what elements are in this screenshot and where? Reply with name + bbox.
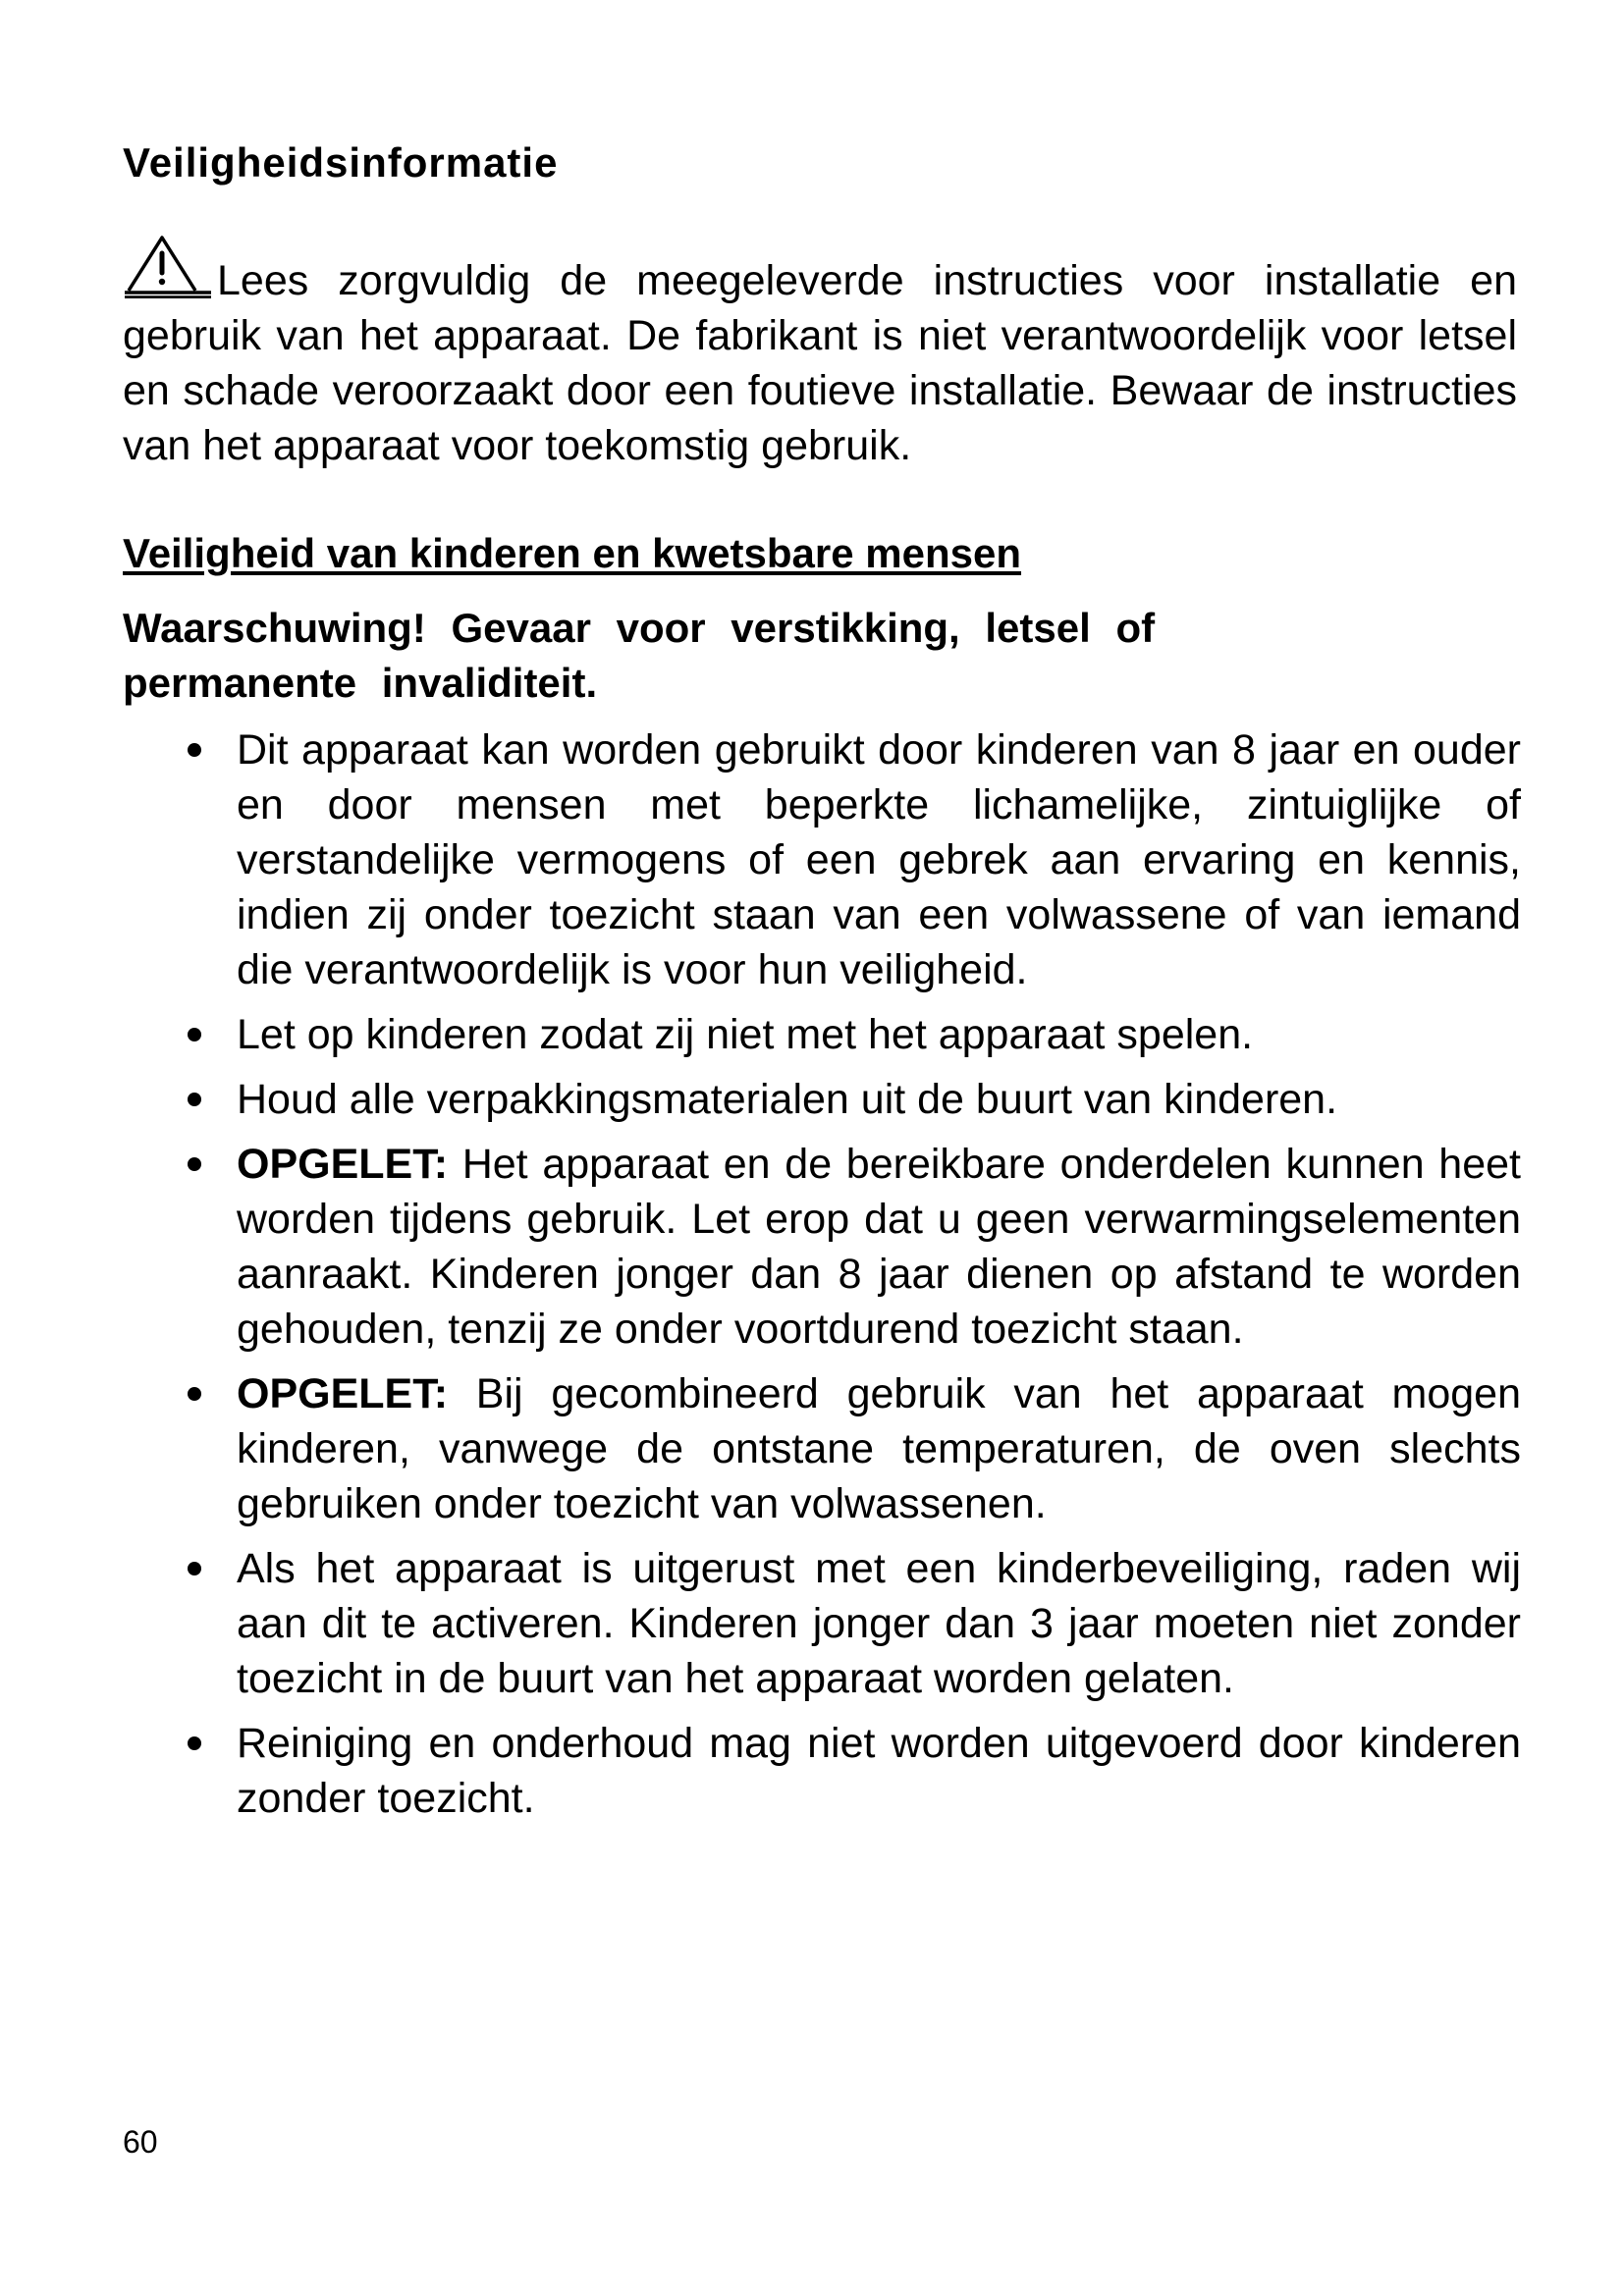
bullet-icon <box>188 1562 201 1575</box>
bullet-icon <box>188 1028 201 1041</box>
list-item <box>123 1716 1521 1826</box>
item-text: Houd alle verpakkingsmaterialen uit de buurt van kinderen. <box>237 1076 1338 1123</box>
item-text: Het apparaat en de bereikbare onderdelen kunnen heet worden tijdens gebruik. Let erop dat u geen verwarmingselementen aanraakt. Kinderen jonger dan 8 jaar dienen op afstand te worden gehouden, tenzij ze onder voortdurend toezicht staan. <box>237 1141 1521 1353</box>
list-item <box>123 1541 1521 1706</box>
bullet-icon <box>188 1093 201 1106</box>
intro-paragraph <box>123 234 1517 473</box>
item-text: Let op kinderen zodat zij niet met het apparaat spelen. <box>237 1011 1254 1058</box>
list-item <box>123 1137 1521 1357</box>
list-item <box>123 1007 1521 1062</box>
item-text: Bij gecombineerd gebruik van het apparaat mogen kinderen, vanwege de ontstane temperaturen, de oven slechts gebruiken onder toezicht van volwassenen. <box>237 1370 1522 1527</box>
page-title: Veiligheidsinformatie <box>123 139 559 186</box>
item-text: Als het apparaat is uitgerust met een kinderbeveiliging, raden wij aan dit te activeren. Kinderen jonger dan 3 jaar moeten niet zonder toezicht in de buurt van het apparaat worden gelaten. <box>237 1545 1521 1702</box>
bullet-icon <box>188 1157 201 1171</box>
item-lead: OPGELET: <box>237 1141 449 1188</box>
list-item <box>123 722 1521 997</box>
bullet-icon <box>188 1736 201 1750</box>
warning-text: Waarschuwing! Gevaar voor verstikking, letsel of permanente invaliditeit. <box>123 605 1156 706</box>
item-text: Reiniging en onderhoud mag niet worden uitgevoerd door kinderen zonder toezicht. <box>237 1720 1521 1822</box>
section-heading: Veiligheid van kinderen en kwetsbare mensen <box>123 530 1022 576</box>
bullet-icon <box>188 743 201 757</box>
bullet-icon <box>188 1387 201 1401</box>
item-text: Dit apparaat kan worden gebruikt door kinderen van 8 jaar en ouder en door mensen met beperkte lichamelijke, zintuiglijke of verstandelijke vermogens of een gebrek aan ervaring en kennis, indien zij onder toezicht staan van een volwassene of van iemand die verantwoordelijk is voor hun veiligheid. <box>237 726 1521 993</box>
page-content <box>123 137 1522 1836</box>
safety-list <box>123 722 1522 1826</box>
page-number: 60 <box>123 2124 158 2160</box>
list-item <box>123 1366 1521 1531</box>
item-lead: OPGELET: <box>237 1370 449 1417</box>
list-item <box>123 1072 1521 1127</box>
warning-triangle-icon <box>123 234 213 298</box>
intro-text: Lees zorgvuldig de meegeleverde instructies voor installatie en gebruik van het apparaat. De fabrikant is niet verantwoordelijk voor letsel en schade veroorzaakt door een foutieve installatie. Bewaar de instructies van het apparaat voor toekomstig gebruik. <box>123 257 1517 469</box>
